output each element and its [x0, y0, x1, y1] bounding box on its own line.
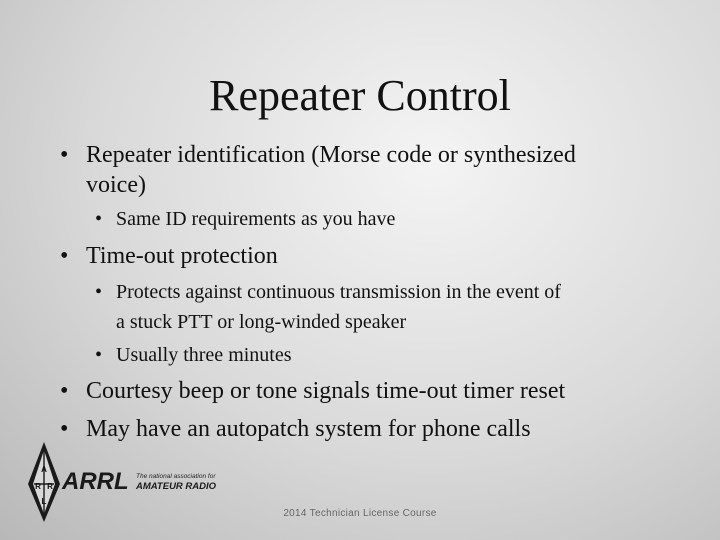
arrl-wordmark: ARRL	[62, 468, 129, 495]
sub-bullet-protects	[95, 277, 561, 337]
bullet-dot: •	[60, 378, 69, 404]
arrl-tagline: The national association for	[136, 473, 216, 480]
bullet-dot: •	[60, 416, 69, 442]
arrl-tagline-amateur-radio: AMATEUR RADIO	[136, 481, 217, 492]
bullet-repeater-identification	[60, 140, 576, 200]
sub-bullet-three-minutes	[95, 340, 292, 370]
bullet-text: Courtesy beep or tone signals time-out timer reset	[86, 378, 566, 404]
bullet-text: voice)	[86, 172, 146, 198]
bullet-time-out-protection	[60, 241, 278, 271]
bullet-dot: •	[60, 142, 69, 168]
sub-bullet-text: Usually three minutes	[116, 344, 292, 366]
bullet-text: Time-out protection	[86, 243, 278, 269]
footer-text: 2014 Technician License Course	[283, 508, 437, 519]
svg-text:R: R	[35, 482, 41, 491]
sub-bullet-text: Protects against continuous transmission in the event of	[116, 281, 561, 303]
bullet-dot: •	[95, 208, 103, 230]
sub-bullet-text: a stuck PTT or long-winded speaker	[116, 311, 407, 333]
bullet-dot: •	[95, 281, 103, 303]
slide-title: Repeater Control	[209, 71, 511, 120]
bullet-courtesy-beep	[60, 376, 566, 406]
sub-bullet-same-id	[95, 204, 396, 234]
bullet-dot: •	[95, 344, 103, 366]
svg-text:A: A	[41, 465, 47, 474]
bullet-text: Repeater identification (Morse code or synthesized	[86, 142, 576, 168]
bullet-text: May have an autopatch system for phone calls	[86, 416, 531, 442]
svg-text:L: L	[41, 497, 47, 506]
svg-text:R: R	[47, 482, 53, 491]
sub-bullet-text: Same ID requirements as you have	[116, 208, 396, 230]
bullet-dot: •	[60, 243, 69, 269]
